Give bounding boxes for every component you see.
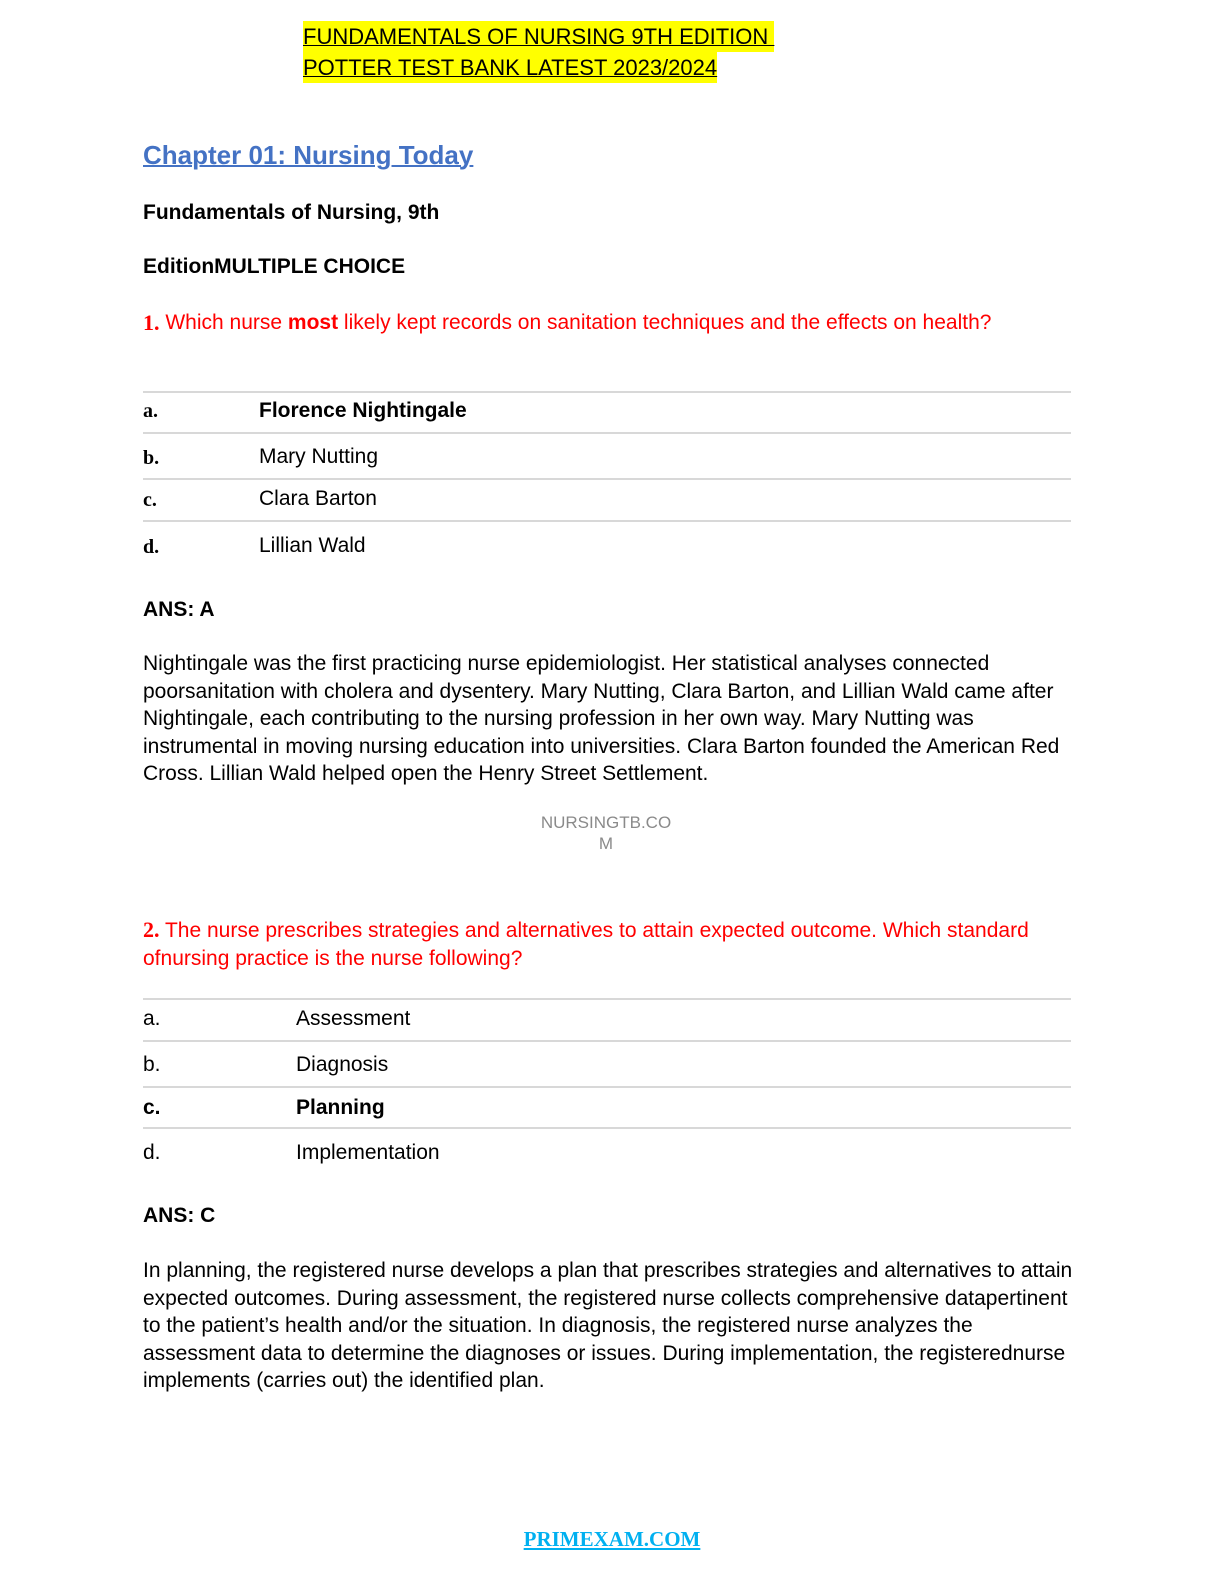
option-letter: d. (143, 536, 160, 558)
rationale-2: In planning, the registered nurse develops a plan that prescribes strategies and alternatives to attain expected outcomes. During assessment, the registered nurse collects comprehensive datapertinent to the patient’s health and/or the situation. In diagnosis, the registered nurse analyzes the assessment data to determine the diagnoses or issues. During implementation, the registerednurse implements (carries out) the identified plan. (143, 1259, 1073, 1392)
answer-2: ANS: C (143, 1204, 216, 1227)
option-letter: b. (143, 1053, 161, 1076)
question-1 (143, 309, 1043, 337)
watermark (526, 812, 686, 854)
option-letter: d. (143, 1141, 161, 1164)
book-title-line-1: Fundamentals of Nursing, 9th (143, 201, 440, 224)
answer-1: ANS: A (143, 598, 215, 621)
option-text: Mary Nutting (259, 445, 379, 468)
option-text: Diagnosis (296, 1053, 389, 1076)
option-row (143, 391, 1071, 433)
option-row (143, 520, 1071, 567)
option-letter: c. (143, 1096, 161, 1119)
option-row (143, 1127, 1071, 1175)
watermark-line-2: M (598, 834, 614, 853)
option-row (143, 1040, 1071, 1087)
option-row (143, 478, 1071, 521)
chapter-title[interactable]: Chapter 01: Nursing Today (143, 140, 474, 170)
option-letter: a. (143, 400, 158, 422)
question-number: 2. (143, 917, 160, 942)
option-text: Assessment (296, 1007, 411, 1030)
option-letter: c. (143, 489, 157, 511)
question-text: likely kept records on sanitation techniques and the effects on health? (338, 311, 992, 334)
footer-link[interactable]: PRIMEXAM.COM (523, 1527, 701, 1551)
watermark-line-1: NURSINGTB.CO (540, 813, 672, 832)
header-line-1: FUNDAMENTALS OF NURSING 9TH EDITION (303, 21, 774, 52)
rationale-1: Nightingale was the first practicing nurse epidemiologist. Her statistical analyses connected poorsanitation with cholera and dysentery. Mary Nutting, Clara Barton, and Lillian Wald came after Nightingale, each contributing to the nursing profession in her own way. Mary Nutting was instrumental in moving nursing education into universities. Clara Barton founded the American Red Cross. Lillian Wald helped open the Henry Street Settlement. (143, 652, 1060, 785)
document-header (303, 21, 774, 83)
option-text: Clara Barton (259, 487, 377, 510)
question-2 (143, 916, 1063, 973)
book-title-line-2: EditionMULTIPLE CHOICE (143, 255, 406, 278)
question-number: 1. (143, 310, 160, 335)
option-letter: a. (143, 1007, 161, 1030)
option-text: Implementation (296, 1141, 440, 1164)
option-letter: b. (143, 447, 160, 469)
option-row (143, 998, 1071, 1041)
option-row (143, 1086, 1071, 1128)
option-row (143, 432, 1071, 479)
option-text: Florence Nightingale (259, 399, 467, 422)
header-line-2: POTTER TEST BANK LATEST 2023/2024 (303, 52, 717, 83)
question-emphasis: most (287, 311, 339, 334)
option-text: Lillian Wald (259, 534, 366, 557)
option-text: Planning (296, 1096, 385, 1119)
question-text: The nurse prescribes strategies and alternatives to attain expected outcome. Which standard ofnursing practice is the nurse following? (143, 919, 1035, 970)
question-text: Which nurse (159, 311, 288, 334)
